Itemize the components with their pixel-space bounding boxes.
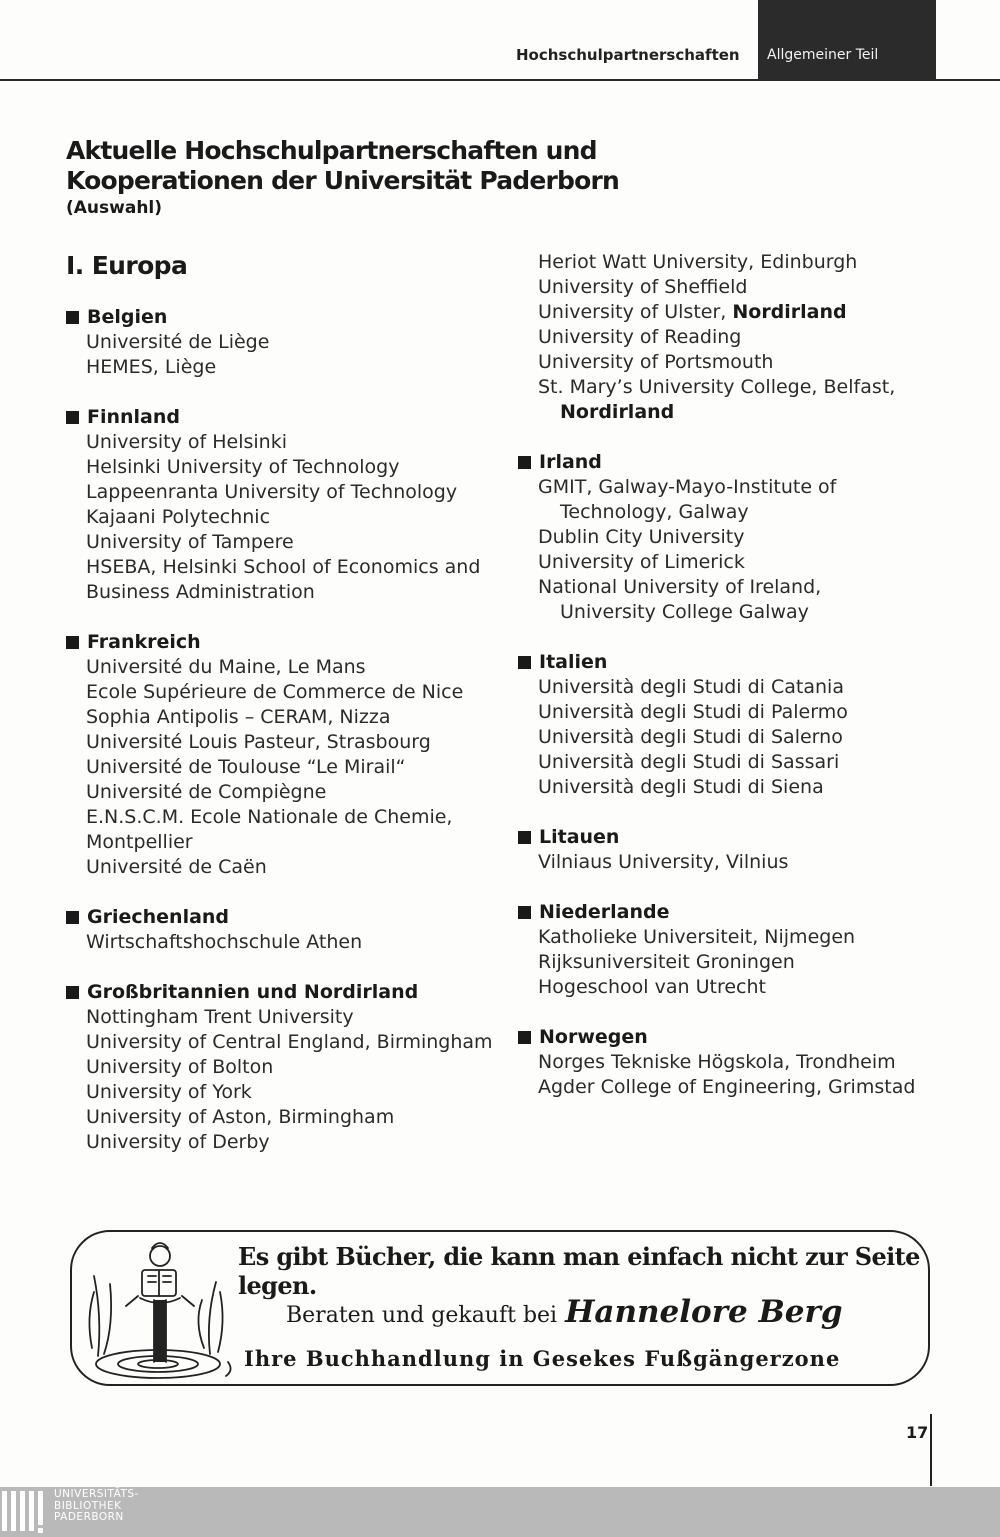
- university-entry: Dublin City University: [538, 526, 745, 548]
- square-bullet-icon: [518, 656, 531, 669]
- university-entry: University of Central England, Birmingham: [86, 1031, 493, 1053]
- university-entry: University of Reading: [538, 326, 742, 348]
- country-name: Litauen: [539, 826, 620, 848]
- country-name: Italien: [539, 651, 608, 673]
- country-heading: [518, 450, 958, 475]
- library-footer-bar: [0, 1487, 1000, 1537]
- country-italien: [518, 650, 958, 800]
- university-entry: St. Mary’s University College, Belfast,: [538, 376, 896, 398]
- university-entry: Université de Caën: [86, 856, 267, 878]
- university-entry: Montpellier: [86, 831, 193, 853]
- ad-shop-location: Ihre Buchhandlung in Gesekes Fußgängerzone: [244, 1346, 841, 1371]
- university-entry: Agder College of Engineering, Grimstad: [538, 1076, 916, 1098]
- university-entry: E.N.S.C.M. Ecole Nationale de Chemie,: [86, 806, 453, 828]
- region-note: Nordirland: [732, 301, 847, 323]
- university-entry: Wirtschaftshochschule Athen: [86, 931, 363, 953]
- region-heading: I. Europa: [66, 251, 188, 280]
- country-name: Griechenland: [87, 906, 230, 928]
- university-entry: Università degli Studi di Siena: [538, 776, 824, 798]
- university-entry: Lappeenranta University of Technology: [86, 481, 458, 503]
- university-entry: Sophia Antipolis – CERAM, Nizza: [86, 706, 391, 728]
- university-entry: Università degli Studi di Palermo: [538, 701, 848, 723]
- country-heading: [66, 905, 506, 930]
- country-frankreich: [66, 630, 506, 880]
- running-header-tab: [758, 0, 936, 80]
- university-entry: Helsinki University of Technology: [86, 456, 400, 478]
- university-entry: Université du Maine, Le Mans: [86, 656, 366, 678]
- university-entry: National University of Ireland, University College Galway: [538, 576, 822, 623]
- country-heading: [66, 980, 506, 1005]
- university-entry: University of Derby: [86, 1131, 270, 1153]
- country-heading: [518, 1025, 958, 1050]
- university-entry: Rijksuniversiteit Groningen: [538, 951, 795, 973]
- university-entry: University of Aston, Birmingham: [86, 1106, 395, 1128]
- ad-slogan: Es gibt Bücher, die kann man einfach nicht zur Seite legen.: [238, 1242, 920, 1300]
- university-entry: University of Helsinki: [86, 431, 287, 453]
- ad-advice-line: [286, 1294, 843, 1330]
- university-entry: Vilniaus University, Vilnius: [538, 851, 789, 873]
- university-entry: Università degli Studi di Catania: [538, 676, 844, 698]
- country-niederlande: [518, 900, 958, 1000]
- country-heading: [518, 825, 958, 850]
- university-entry: Hogeschool van Utrecht: [538, 976, 766, 998]
- university-entry-continued: [518, 400, 958, 425]
- bookshop-advertisement: [70, 1230, 930, 1386]
- country-griechenland: [66, 905, 506, 955]
- page-title: [66, 136, 619, 196]
- university-entry: Ecole Supérieure de Commerce de Nice: [86, 681, 464, 703]
- country-name: Finnland: [87, 406, 181, 428]
- reading-figure-illustration-icon: [78, 1236, 238, 1382]
- university-entry: Kajaani Polytechnic: [86, 506, 271, 528]
- country-irland: [518, 450, 958, 625]
- university-entry: University of Sheffield: [538, 276, 748, 298]
- country-name: Norwegen: [539, 1026, 648, 1048]
- university-entry: University of Limerick: [538, 551, 745, 573]
- university-entry: Heriot Watt University, Edinburgh: [538, 251, 858, 273]
- library-logo-icon: [0, 1489, 48, 1535]
- university-entry: Université de Compiègne: [86, 781, 327, 803]
- university-entry: University of Portsmouth: [538, 351, 774, 373]
- library-name-line-1: UNIVERSITÄTS-: [54, 1488, 139, 1500]
- square-bullet-icon: [518, 1031, 531, 1044]
- square-bullet-icon: [66, 911, 79, 924]
- university-entry: GMIT, Galway-Mayo-Institute of Technology, Galway: [538, 476, 837, 523]
- library-name-line-3: PADERBORN: [54, 1511, 124, 1523]
- university-entry: Nottingham Trent University: [86, 1006, 354, 1028]
- university-entry: Université de Toulouse “Le Mirail“: [86, 756, 406, 778]
- ad-advice-text: Beraten und gekauft bei: [286, 1303, 558, 1328]
- running-header-tab-label: Allgemeiner Teil: [767, 47, 879, 63]
- university-entry: [518, 300, 958, 325]
- university-entry: University of Bolton: [86, 1056, 274, 1078]
- university-entry: University of York: [86, 1081, 252, 1103]
- square-bullet-icon: [66, 311, 79, 324]
- square-bullet-icon: [66, 986, 79, 999]
- page-subtitle: (Auswahl): [66, 198, 163, 218]
- country-name: Großbritannien und Nordirland: [87, 981, 419, 1003]
- country-grossbritannien-continued: [518, 250, 958, 425]
- university-entry: HSEBA, Helsinki School of Economics and: [86, 556, 481, 578]
- country-name: Frankreich: [87, 631, 201, 653]
- left-column: [66, 250, 506, 1180]
- library-name-line-2: BIBLIOTHEK: [54, 1499, 122, 1512]
- university-entry: Université Louis Pasteur, Strasbourg: [86, 731, 431, 753]
- country-name: Irland: [539, 451, 602, 473]
- square-bullet-icon: [518, 456, 531, 469]
- university-entry: Università degli Studi di Salerno: [538, 726, 843, 748]
- country-heading: [518, 650, 958, 675]
- country-heading: [518, 900, 958, 925]
- square-bullet-icon: [66, 411, 79, 424]
- ad-shop-owner-name: Hannelore Berg: [565, 1294, 843, 1330]
- country-name: Belgien: [87, 306, 168, 328]
- country-name: Niederlande: [539, 901, 670, 923]
- square-bullet-icon: [518, 906, 531, 919]
- country-heading: [66, 405, 506, 430]
- university-entry: Università degli Studi di Sassari: [538, 751, 840, 773]
- page-title-line-1: Aktuelle Hochschulpartnerschaften und: [66, 136, 597, 165]
- page-number-rule: [930, 1414, 932, 1486]
- country-belgien: [66, 305, 506, 380]
- country-finnland: [66, 405, 506, 605]
- running-header-section: Hochschulpartnerschaften: [516, 46, 740, 64]
- university-entry: Katholieke Universiteit, Nijmegen: [538, 926, 856, 948]
- square-bullet-icon: [66, 636, 79, 649]
- right-column: [518, 250, 958, 1125]
- university-entry: HEMES, Liège: [86, 356, 217, 378]
- university-entry: Business Administration: [86, 581, 315, 603]
- square-bullet-icon: [518, 831, 531, 844]
- page-title-line-2: Kooperationen der Universität Paderborn: [66, 166, 620, 195]
- page-number: 17: [906, 1423, 929, 1442]
- university-entry: Université de Liège: [86, 331, 270, 353]
- university-name: University of Ulster,: [538, 301, 727, 323]
- country-heading: [66, 630, 506, 655]
- country-litauen: [518, 825, 958, 875]
- region-note: Nordirland: [560, 401, 675, 423]
- country-grossbritannien: [66, 980, 506, 1155]
- university-entry: Norges Tekniske Högskola, Trondheim: [538, 1051, 896, 1073]
- university-entry: University of Tampere: [86, 531, 294, 553]
- country-norwegen: [518, 1025, 958, 1100]
- library-name: [54, 1489, 139, 1524]
- country-heading: [66, 305, 506, 330]
- header-rule: [0, 79, 1000, 81]
